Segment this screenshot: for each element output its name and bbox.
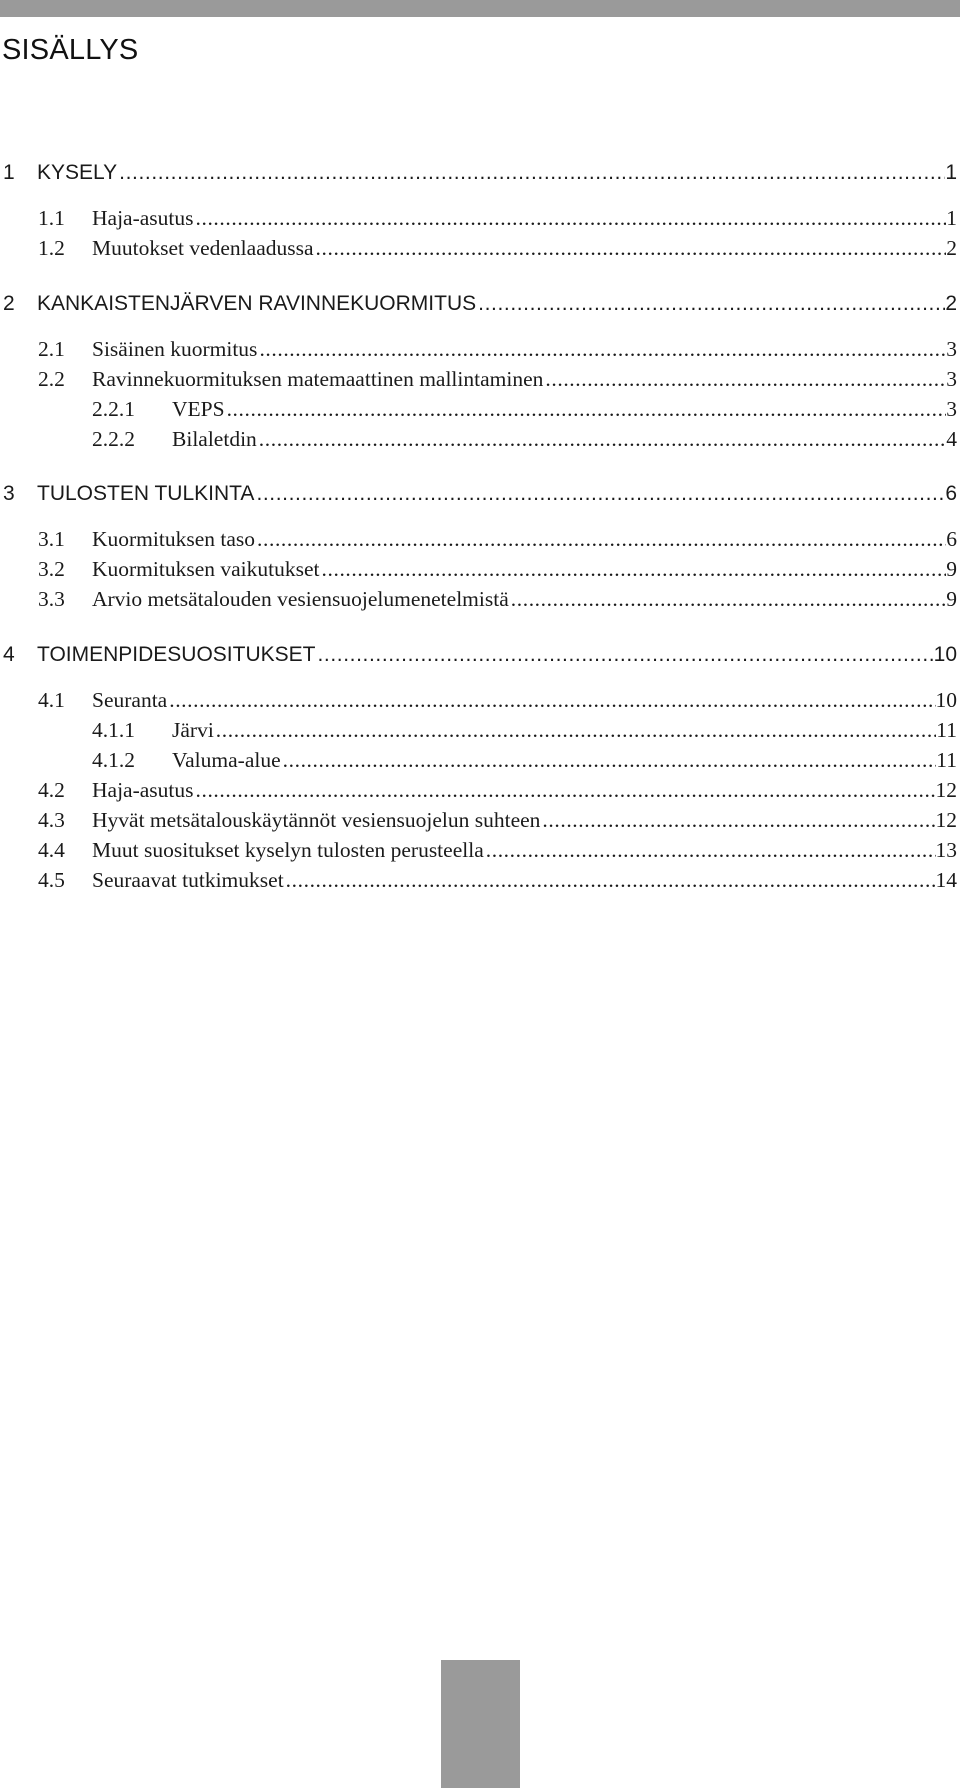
toc-number: 4.1 [38, 688, 65, 712]
toc-entry-1-1[interactable] [38, 206, 957, 236]
toc-page-number: 1 [946, 206, 957, 230]
toc-number: 4.2 [38, 778, 65, 802]
toc-page-number: 4 [946, 427, 957, 451]
toc-page-number: 10 [933, 643, 957, 666]
toc-page-number: 9 [946, 557, 957, 581]
toc-page-number: 3 [946, 337, 957, 361]
toc-title: Bilaletdin [172, 427, 257, 451]
toc-entry-3-3[interactable] [38, 587, 957, 617]
toc-title: KANKAISTENJÄRVEN RAVINNEKUORMITUS [37, 292, 477, 315]
toc-number: 2.2.1 [92, 397, 135, 421]
toc-page-number: 3 [946, 397, 957, 421]
toc-leader-dots [225, 397, 947, 422]
toc-title: Kuormituksen vaikutukset [92, 557, 320, 581]
toc-number: 1 [3, 161, 15, 184]
toc-page-number: 10 [935, 688, 957, 712]
toc-title: Sisäinen kuormitus [92, 337, 258, 361]
toc-number: 2.1 [38, 337, 65, 361]
toc-entry-4[interactable] [3, 643, 957, 673]
toc-title: Haja-asutus [92, 778, 194, 802]
toc-title: VEPS [172, 397, 225, 421]
toc-entry-1-2[interactable] [38, 236, 957, 266]
toc-entry-4-1-1[interactable] [92, 718, 957, 748]
toc-title: TOIMENPIDESUOSITUKSET [37, 643, 316, 666]
toc-number: 1.1 [38, 206, 65, 230]
toc-page-number: 2 [946, 236, 957, 260]
toc-number: 3.3 [38, 587, 65, 611]
toc-number: 3.2 [38, 557, 65, 581]
toc-page-number: 6 [945, 482, 957, 505]
toc-leader-dots [117, 161, 945, 185]
toc-leader-dots [255, 527, 946, 552]
toc-page-number: 1 [945, 161, 957, 184]
toc-leader-dots [316, 643, 934, 667]
toc-title: Seuraavat tutkimukset [92, 868, 284, 892]
toc-title: Muutokset vedenlaadussa [92, 236, 314, 260]
toc-entry-2-2-1[interactable] [92, 397, 957, 427]
toc-leader-dots [281, 748, 937, 773]
toc-page-number: 13 [935, 838, 957, 862]
toc-entry-2-2-2[interactable] [92, 427, 957, 457]
toc-entry-4-1-2[interactable] [92, 748, 957, 778]
toc-leader-dots [484, 838, 936, 863]
toc-number: 4.1.2 [92, 748, 135, 772]
toc-leader-dots [284, 868, 936, 893]
toc-title: TULOSTEN TULKINTA [37, 482, 255, 505]
toc-page-number: 12 [935, 778, 957, 802]
page-title: SISÄLLYS [2, 34, 139, 66]
toc-leader-dots [257, 337, 946, 362]
toc-entry-3-2[interactable] [38, 557, 957, 587]
toc-number: 4.5 [38, 868, 65, 892]
toc-leader-dots [214, 718, 937, 743]
toc-page-number: 9 [946, 587, 957, 611]
toc-entry-2-2[interactable] [38, 367, 957, 397]
toc-title: Valuma-alue [172, 748, 281, 772]
toc-leader-dots [257, 427, 946, 452]
toc-page-number: 14 [935, 868, 957, 892]
toc-title: KYSELY [37, 161, 118, 184]
toc-title: Arvio metsätalouden vesiensuojelumenetelmistä [92, 587, 509, 611]
toc-number: 2.2.2 [92, 427, 135, 451]
toc-leader-dots [543, 367, 946, 392]
toc-page-number: 3 [946, 367, 957, 391]
toc-number: 4.3 [38, 808, 65, 832]
toc-title: Muut suositukset kyselyn tulosten perusteella [92, 838, 484, 862]
toc-entry-2-1[interactable] [38, 337, 957, 367]
toc-title: Seuranta [92, 688, 168, 712]
toc-number: 4 [3, 643, 15, 666]
toc-number: 4.1.1 [92, 718, 135, 742]
toc-number: 4.4 [38, 838, 65, 862]
toc-page-number: 11 [936, 718, 957, 742]
footer-block [441, 1660, 520, 1788]
toc-entry-4-1[interactable] [38, 688, 957, 718]
toc-page-number: 2 [945, 292, 957, 315]
toc-leader-dots [254, 482, 945, 506]
toc-page-number: 12 [935, 808, 957, 832]
toc-title: Kuormituksen taso [92, 527, 256, 551]
toc-leader-dots [509, 587, 946, 612]
toc-number: 2 [3, 292, 15, 315]
toc-number: 1.2 [38, 236, 65, 260]
toc-entry-4-5[interactable] [38, 868, 957, 898]
toc-number: 3.1 [38, 527, 65, 551]
toc-entry-2[interactable] [3, 292, 957, 322]
toc-number: 2.2 [38, 367, 65, 391]
toc-leader-dots [167, 688, 935, 713]
toc-entry-4-3[interactable] [38, 808, 957, 838]
toc-leader-dots [540, 808, 935, 833]
toc-page-number: 6 [946, 527, 957, 551]
toc-entry-4-4[interactable] [38, 838, 957, 868]
toc-title: Haja-asutus [92, 206, 194, 230]
toc-page-number: 11 [936, 748, 957, 772]
toc-title: Hyvät metsätalouskäytännöt vesiensuojelun suhteen [92, 808, 541, 832]
toc-leader-dots [320, 557, 947, 582]
toc-title: Ravinnekuormituksen matemaattinen mallintaminen [92, 367, 544, 391]
toc-entry-3-1[interactable] [38, 527, 957, 557]
toc-title: Järvi [172, 718, 214, 742]
toc-entry-1[interactable] [3, 161, 957, 191]
top-bar [0, 0, 960, 17]
toc-number: 3 [3, 482, 15, 505]
toc-leader-dots [314, 236, 947, 261]
toc-entry-4-2[interactable] [38, 778, 957, 808]
toc-leader-dots [194, 778, 936, 803]
toc-leader-dots [476, 292, 945, 316]
toc-leader-dots [194, 206, 947, 231]
toc-entry-3[interactable] [3, 482, 957, 512]
